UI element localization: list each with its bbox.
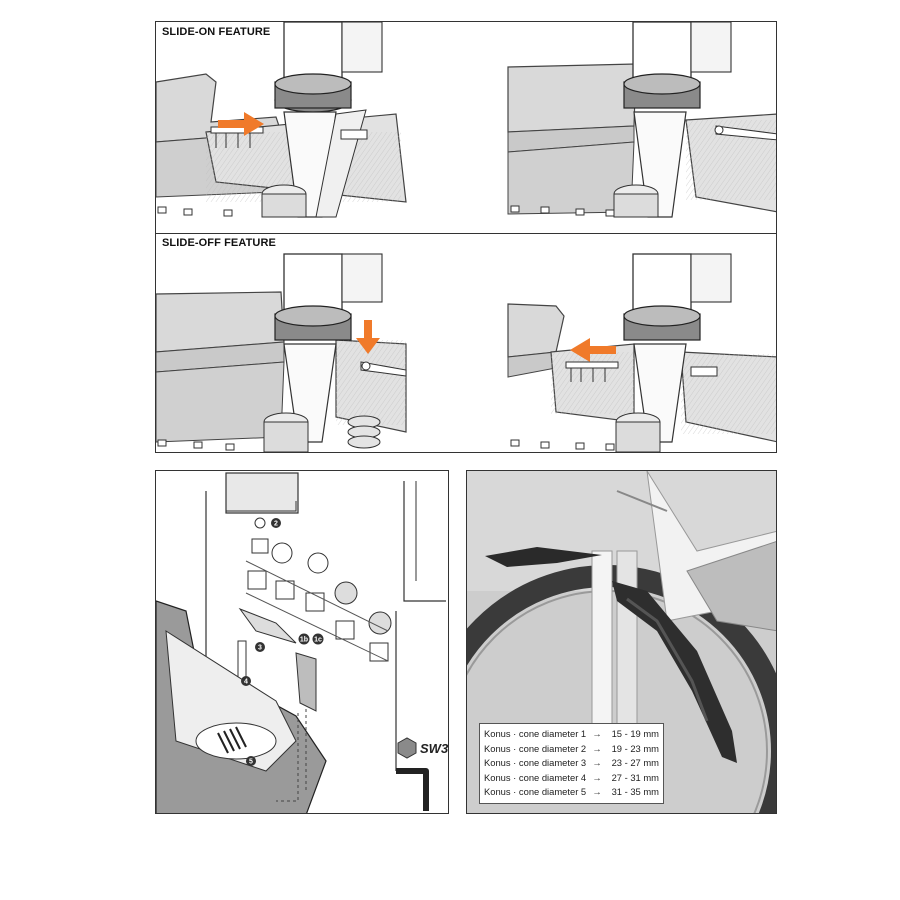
slide-off-step-1 — [156, 254, 406, 452]
cone-row-label: Konus · cone diameter 4 — [484, 771, 587, 783]
assembly-illustration — [156, 471, 449, 814]
callout-5 — [246, 756, 256, 766]
cone-row-range: 27 - 31 mm — [611, 771, 659, 783]
cone-row — [484, 756, 659, 771]
cone-row-label: Konus · cone diameter 5 — [484, 786, 587, 797]
callout-1c — [313, 634, 324, 645]
cone-row-arrow: → — [592, 728, 602, 739]
cone-diameter-table — [479, 723, 664, 804]
slide-off-step-2 — [508, 254, 777, 452]
slide-on-step-1 — [156, 22, 406, 217]
installed-photo-panel — [466, 470, 777, 814]
cone-row-range: 19 - 23 mm — [611, 742, 659, 754]
cone-row — [484, 785, 659, 800]
svg-text:2: 2 — [274, 520, 278, 528]
cone-row-label: Konus · cone diameter 1 — [484, 728, 587, 739]
slide-on-step-2 — [508, 22, 777, 217]
cone-row-label: Konus · cone diameter 2 — [484, 742, 587, 754]
svg-text:3: 3 — [258, 644, 262, 652]
callout-1b — [299, 634, 310, 645]
cone-row-label: Konus · cone diameter 3 — [484, 757, 587, 768]
cone-row-range: 23 - 27 mm — [611, 757, 659, 768]
cone-row-arrow: → — [592, 742, 602, 754]
svg-text:4: 4 — [244, 678, 248, 686]
slide-on-heading: SLIDE-ON FEATURE — [162, 26, 271, 38]
cone-row — [484, 771, 659, 786]
assembly-panel — [155, 470, 449, 814]
cone-row-range: 15 - 19 mm — [611, 728, 659, 739]
cone-row-arrow: → — [592, 786, 602, 797]
slide-off-heading: SLIDE-OFF FEATURE — [162, 237, 276, 249]
svg-text:1b: 1b — [299, 636, 309, 644]
svg-text:SW3: SW3 — [420, 741, 449, 756]
cone-row — [484, 727, 659, 742]
allen-key-sw3 — [396, 738, 449, 811]
svg-text:5: 5 — [249, 758, 253, 766]
cone-row-arrow: → — [592, 757, 602, 768]
cone-row-range: 31 - 35 mm — [611, 786, 659, 797]
cone-row-arrow: → — [592, 771, 602, 783]
slide-features-panel — [155, 21, 777, 453]
cone-row — [484, 742, 659, 757]
callout-4 — [241, 676, 251, 686]
callout-3 — [255, 642, 265, 652]
callout-2 — [271, 518, 281, 528]
svg-text:1c: 1c — [314, 636, 322, 644]
scene-divider — [156, 233, 777, 234]
